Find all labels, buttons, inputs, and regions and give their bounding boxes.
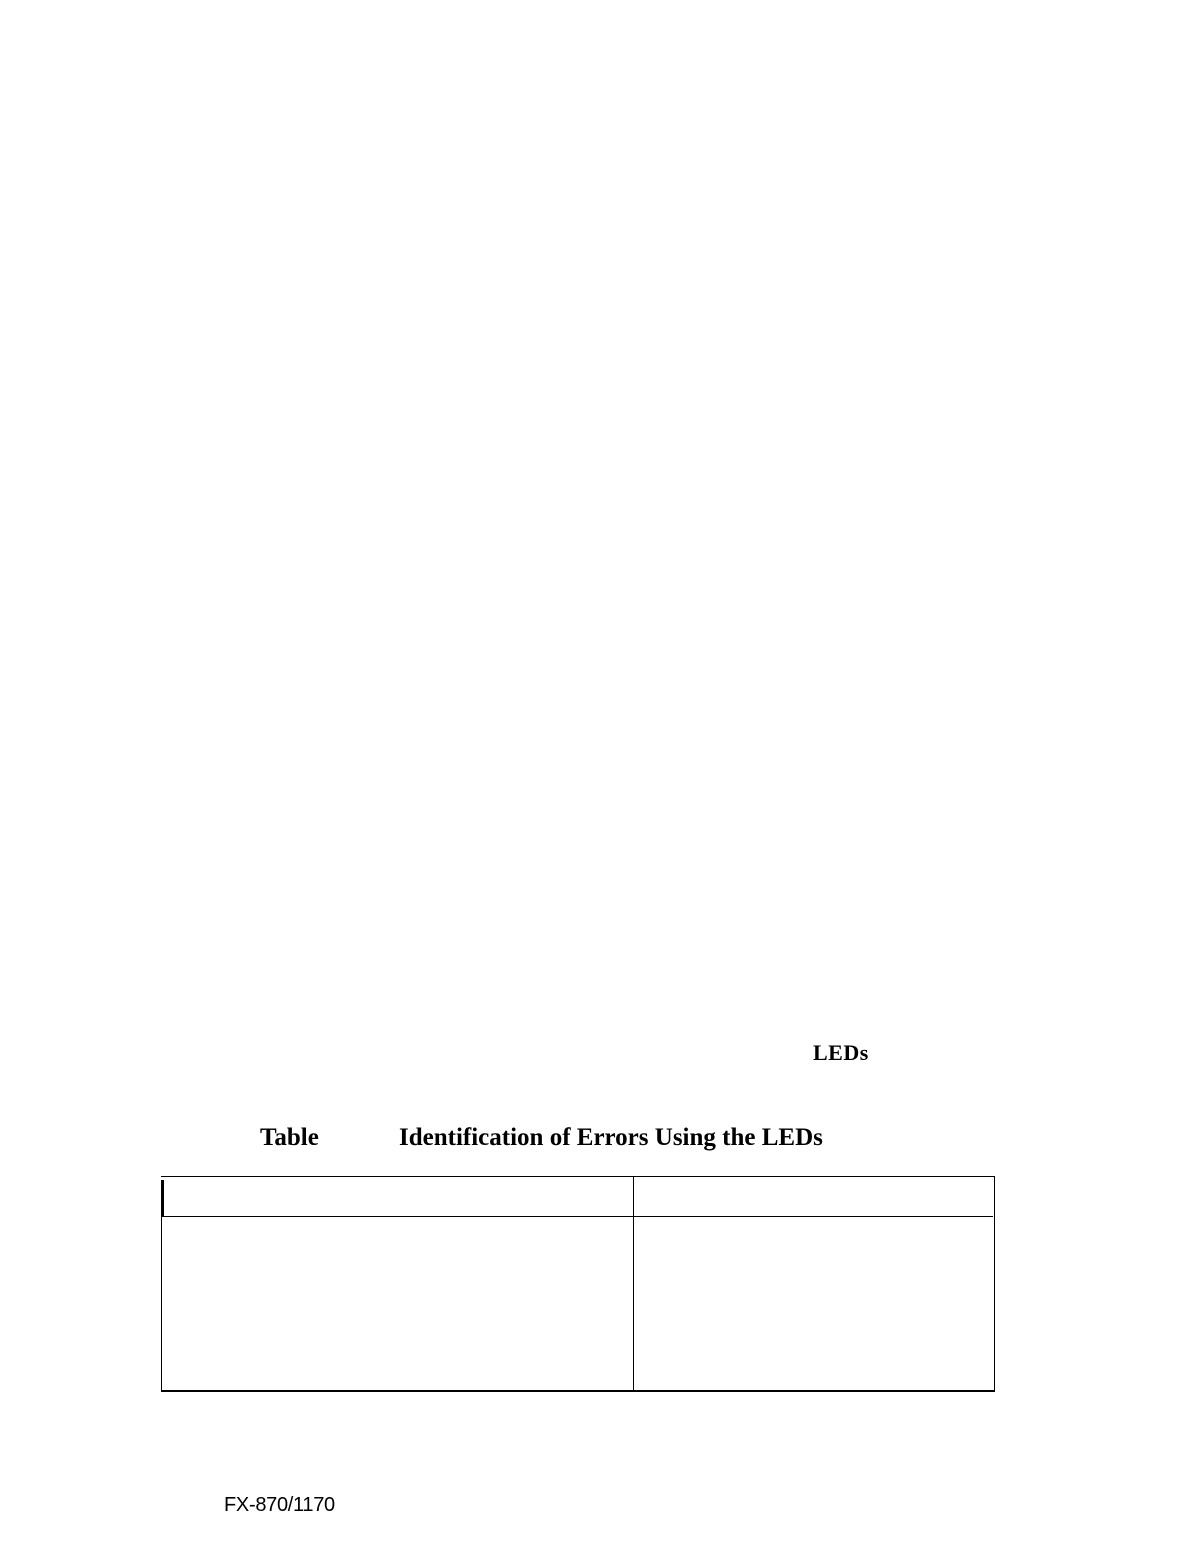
- error-table: [161, 1176, 995, 1391]
- table-bottom-rule: [161, 1390, 995, 1392]
- table-label: Table: [260, 1124, 319, 1151]
- table-title: Identification of Errors Using the LEDs: [399, 1124, 823, 1151]
- table-column-divider: [633, 1176, 634, 1391]
- table-header-rule: [161, 1216, 993, 1217]
- table-left-rule: [161, 1216, 162, 1391]
- body-text-leds: LEDs: [813, 1040, 869, 1065]
- table-caption: [0, 1124, 1200, 1158]
- table-left-stub-rule: [161, 1180, 164, 1216]
- table-right-rule: [994, 1176, 995, 1391]
- table-top-rule: [161, 1176, 995, 1177]
- footer-model-number: FX-870/1170: [224, 1494, 335, 1516]
